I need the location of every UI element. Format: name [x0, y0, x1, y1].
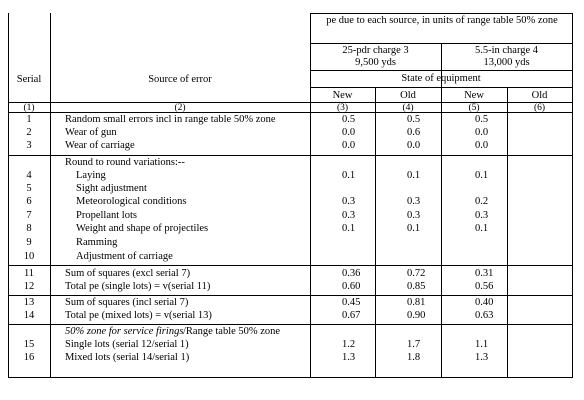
- colnum-6: (6): [533, 103, 546, 113]
- row-value-new-55in: 0.56: [475, 281, 494, 292]
- rule-top: [310, 13, 573, 14]
- row-source: Meteorological conditions: [76, 196, 187, 207]
- row-serial: 1: [26, 114, 32, 125]
- rule-rows-11-12: [8, 295, 573, 296]
- row-source: Total pe (mixed lots) = v(serial 13): [65, 310, 212, 321]
- old-header-4: Old: [400, 90, 416, 101]
- colnum-4: (4): [402, 103, 414, 113]
- row-source: Sight adjustment: [76, 183, 147, 194]
- row-source: Laying: [76, 170, 106, 181]
- border-right: [572, 13, 573, 378]
- row-value-old-25pdr: 0.90: [407, 310, 426, 321]
- divider-col5: [507, 87, 508, 378]
- row-value-new-25pdr: 0.0: [342, 127, 356, 138]
- row-value-new-25pdr: 0.3: [342, 210, 356, 221]
- row-serial: 5: [26, 183, 32, 194]
- rule-rows-13-14: [8, 324, 573, 325]
- row-serial: 10: [23, 251, 35, 262]
- row-value-new-55in: 0.1: [475, 170, 489, 181]
- row-serial: 14: [23, 310, 35, 321]
- row-value-new-55in: 0.40: [475, 297, 494, 308]
- row-value-new-55in: 0.0: [475, 140, 489, 151]
- colnum-1: (1): [23, 103, 35, 113]
- row-serial: 6: [26, 196, 32, 207]
- row-serial: 15: [23, 339, 35, 350]
- row-source: /Range table 50% zone: [183, 326, 281, 337]
- row-value-old-25pdr: 0.1: [407, 170, 421, 181]
- row-value-new-55in: 0.63: [475, 310, 494, 321]
- row-source: Mixed lots (serial 14/serial 1): [65, 352, 190, 363]
- row-value-old-25pdr: 1.8: [407, 352, 421, 363]
- row-value-new-55in: 1.3: [475, 352, 489, 363]
- row-value-old-25pdr: 0.1: [407, 223, 421, 234]
- row-value-old-25pdr: 1.7: [407, 339, 421, 350]
- row-value-new-55in: 0.5: [475, 114, 489, 125]
- row-serial: 4: [26, 170, 32, 181]
- row-value-new-55in: 0.0: [475, 127, 489, 138]
- gun1-name: 25-pdr charge 3: [342, 45, 409, 56]
- colnum-3: (3): [336, 103, 349, 113]
- row-value-new-55in: 0.2: [475, 196, 489, 207]
- row-value-new-25pdr: 0.36: [342, 268, 361, 279]
- row-value-old-25pdr: 0.81: [407, 297, 426, 308]
- serial-header: Serial: [16, 74, 42, 85]
- old-header-6: Old: [531, 90, 548, 101]
- rule-bottom: [8, 377, 573, 378]
- row-value-new-25pdr: 0.60: [342, 281, 361, 292]
- row-source: Weight and shape of projectiles: [76, 223, 209, 234]
- rule-rows-1-3: [8, 155, 573, 156]
- row-value-new-25pdr: 0.3: [342, 196, 356, 207]
- row-value-old-25pdr: 0.85: [407, 281, 426, 292]
- row-value-new-55in: 0.1: [475, 223, 489, 234]
- state-label: State of equipment: [401, 73, 481, 84]
- divider-col3: [375, 87, 376, 378]
- row-value-new-25pdr: 0.0: [342, 140, 356, 151]
- gun1-range: 9,500 yds: [355, 57, 396, 68]
- colnum-2: (2): [174, 103, 186, 113]
- row-source: Wear of gun: [65, 127, 117, 138]
- row-serial: 12: [23, 281, 35, 292]
- row-value-new-25pdr: 0.45: [342, 297, 361, 308]
- row-serial: 9: [26, 237, 32, 248]
- row-serial: 2: [26, 127, 32, 138]
- row-source: Sum of squares (incl serial 7): [65, 297, 189, 308]
- row-value-new-25pdr: 0.1: [342, 223, 356, 234]
- rule-rows-4-10: [8, 265, 573, 266]
- row-serial: 13: [23, 297, 35, 308]
- row-value-new-25pdr: 1.3: [342, 352, 356, 363]
- row-source: Wear of carriage: [65, 140, 135, 151]
- row-source-italic: 50% zone for service firings: [65, 326, 184, 337]
- row-serial: 8: [26, 223, 32, 234]
- row-value-new-25pdr: 0.67: [342, 310, 361, 321]
- row-serial: 7: [26, 210, 32, 221]
- row-value-new-55in: 0.31: [475, 268, 494, 279]
- row-serial: 3: [26, 140, 32, 151]
- row-source: Total pe (single lots) = v(serial 11): [65, 281, 211, 292]
- gun2-name: 5.5-in charge 4: [474, 45, 539, 56]
- row-value-old-25pdr: 0.0: [407, 140, 421, 151]
- row-value-new-25pdr: 0.1: [342, 170, 356, 181]
- error-table: [8, 13, 573, 378]
- row-value-old-25pdr: 0.3: [407, 210, 421, 221]
- row-serial: 16: [23, 352, 35, 363]
- row-value-old-25pdr: 0.5: [407, 114, 421, 125]
- row-source: Round to round variations:--: [65, 157, 185, 168]
- row-source: Ramming: [76, 237, 118, 248]
- row-value-old-25pdr: 0.6: [407, 127, 421, 138]
- row-value-old-25pdr: 0.3: [407, 196, 421, 207]
- row-serial: 11: [23, 268, 35, 279]
- gun2-range: 13,000 yds: [483, 57, 530, 68]
- pe-title: pe due to each source, in units of range table 50% zone: [326, 15, 558, 26]
- row-source: Propellant lots: [76, 210, 137, 221]
- colnum-5: (5): [468, 103, 480, 113]
- row-value-new-55in: 0.3: [475, 210, 489, 221]
- row-source: Adjustment of carriage: [76, 251, 173, 262]
- row-value-new-55in: 1.1: [475, 339, 489, 350]
- row-source: Random small errors incl in range table 50% zone: [65, 114, 276, 125]
- row-value-new-25pdr: 0.5: [342, 114, 356, 125]
- row-source: Single lots (serial 12/serial 1): [65, 339, 189, 350]
- row-value-new-25pdr: 1.2: [342, 339, 356, 350]
- source-header: Source of error: [148, 74, 212, 85]
- new-header-5: New: [464, 90, 484, 101]
- divider-serial: [50, 13, 51, 378]
- row-source: Sum of squares (excl serial 7): [65, 268, 191, 279]
- new-header-3: New: [332, 90, 353, 101]
- row-value-old-25pdr: 0.72: [407, 268, 426, 279]
